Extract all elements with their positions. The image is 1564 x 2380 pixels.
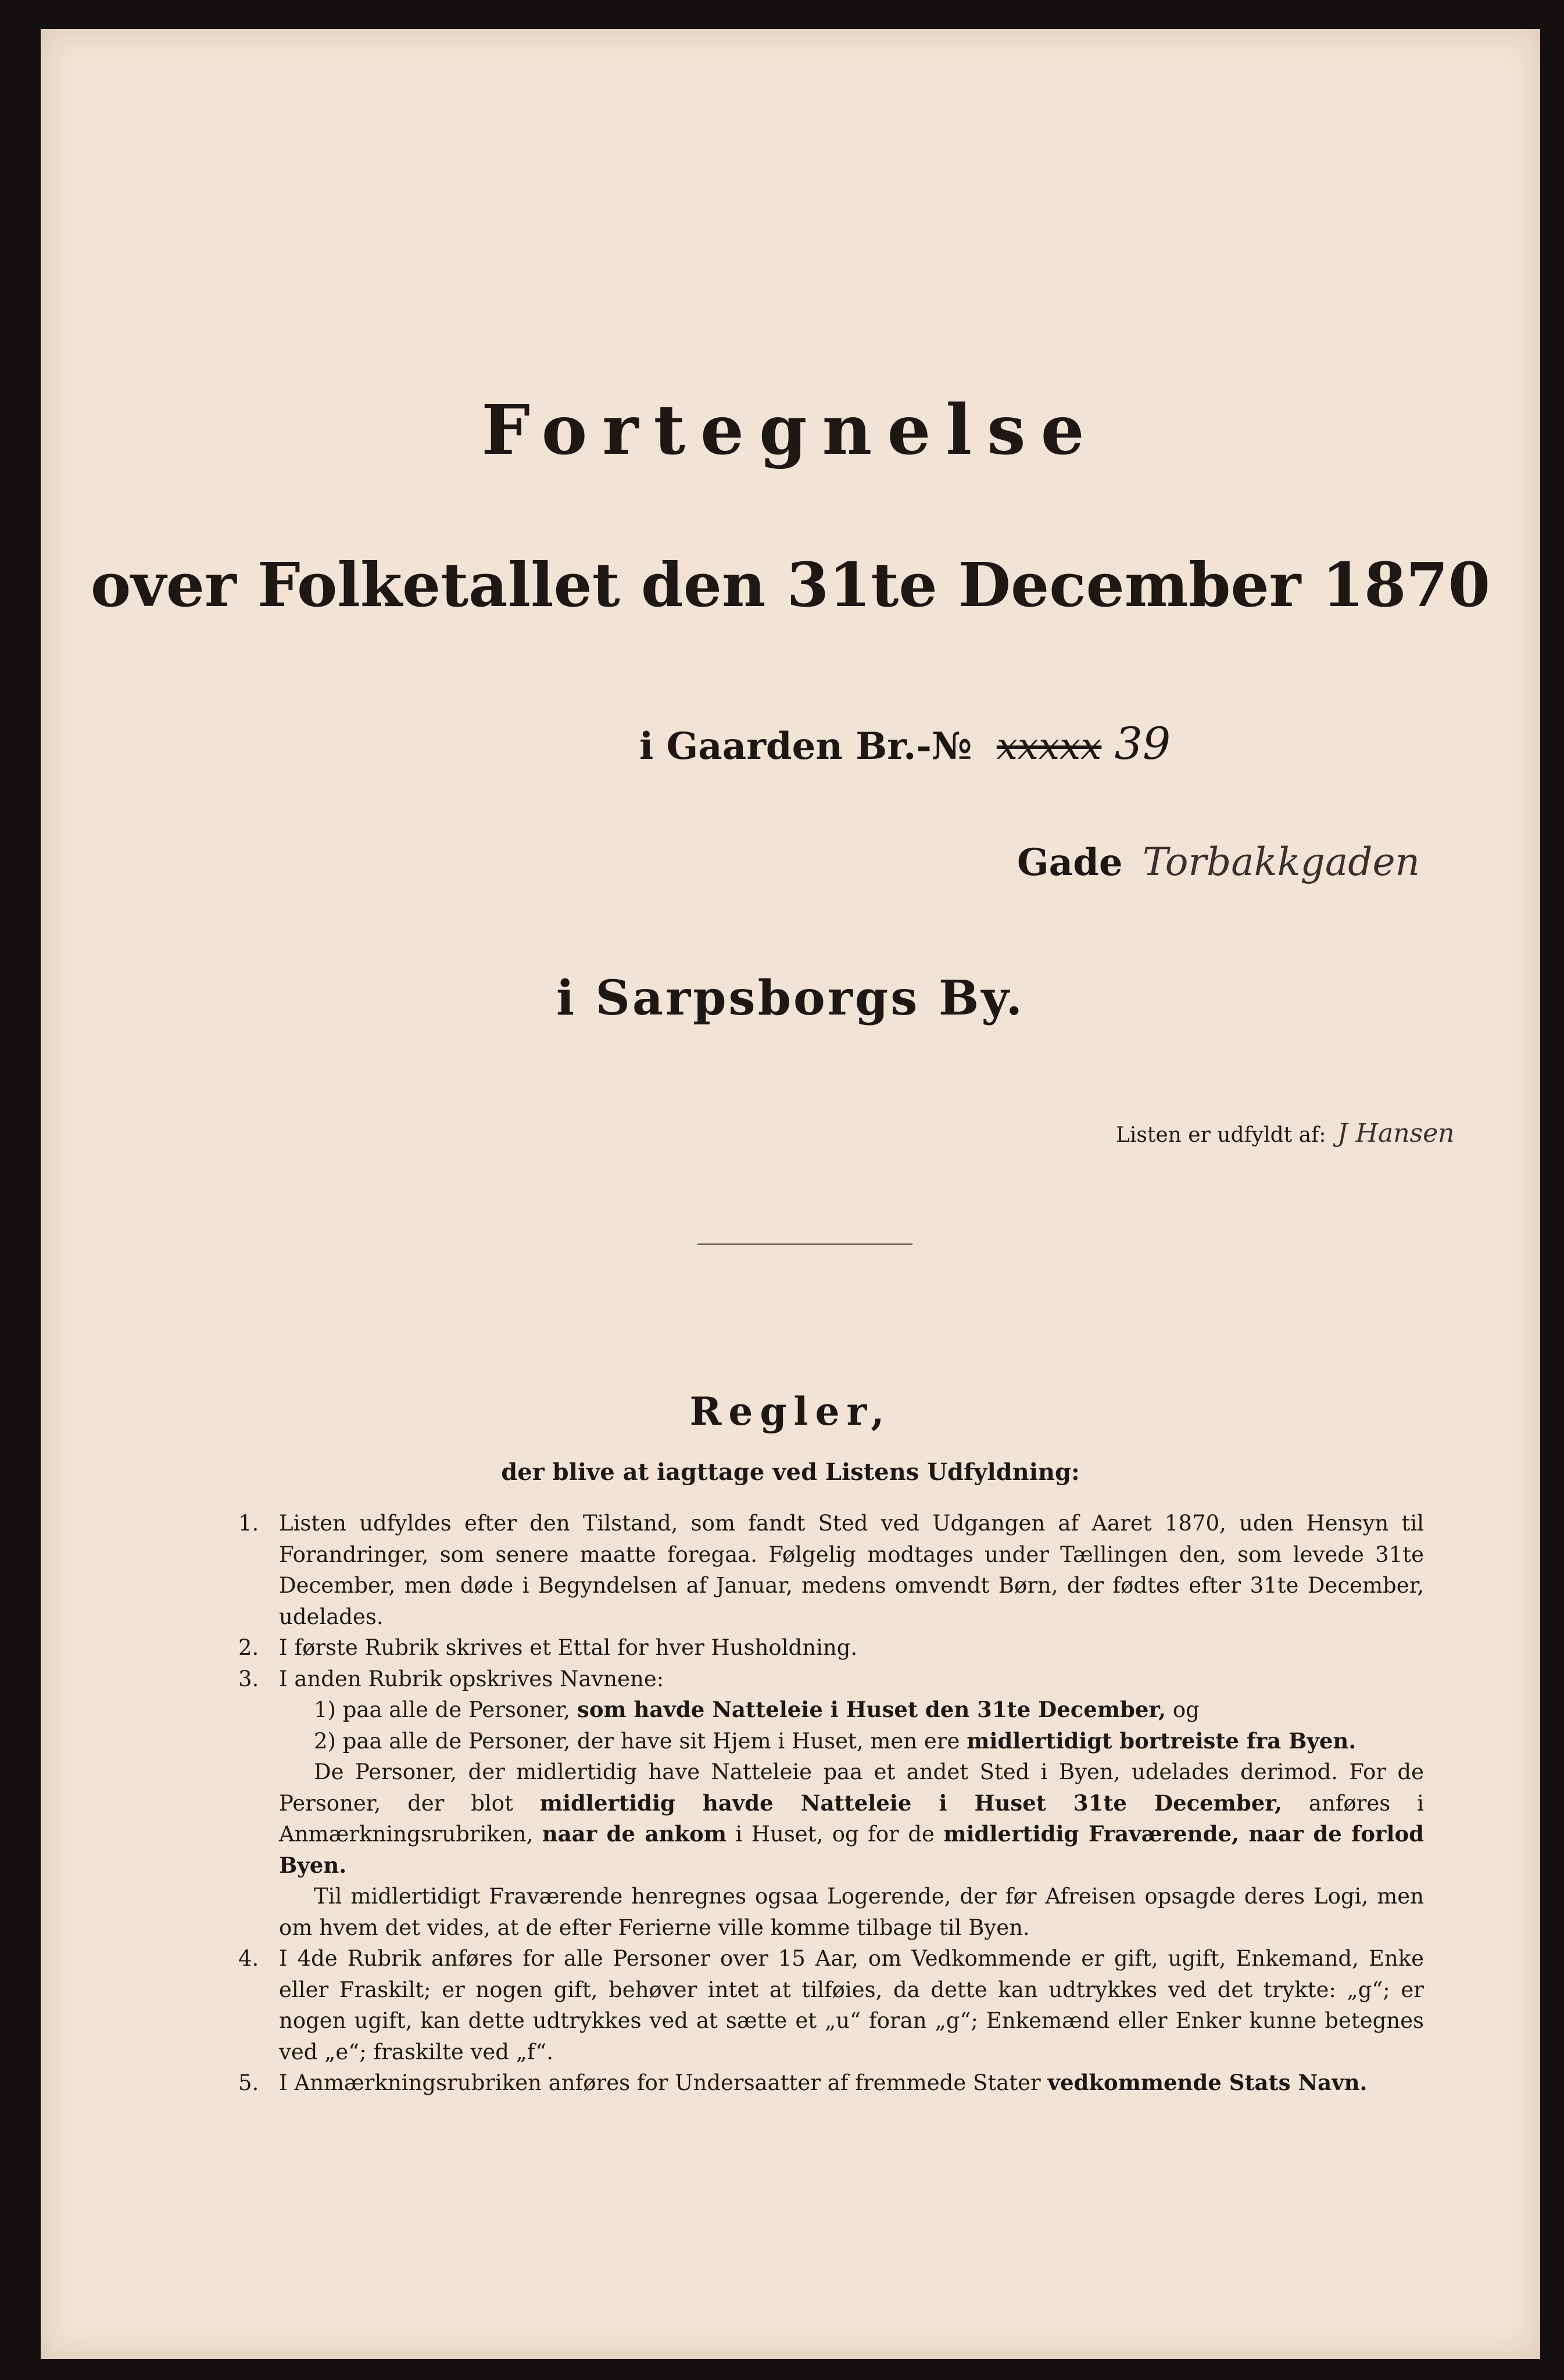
census-form-page xyxy=(41,29,1540,2359)
gaard-handwritten-number: 39 xyxy=(1114,718,1171,769)
rule-text: I Anmærkningsrubriken anføres for Undersaatter af fremmede Stater xyxy=(279,2070,1041,2095)
gade-label: Gade xyxy=(1017,841,1123,884)
rule-subitem xyxy=(238,1726,1424,1757)
rule-subitem xyxy=(238,1694,1424,1726)
rule-paragraph-text: De Personer, der midlertidig have Natteleie paa et andet Sted i Byen, udelades derimod. For de Personer, der blot xyxy=(279,1759,1424,1816)
gaard-label: i Gaarden Br.-№ xyxy=(639,725,972,768)
rule-paragraph xyxy=(238,1881,1424,1943)
form-subtitle: over Folketallet den 31te December 1870 xyxy=(90,549,1491,621)
gaard-number-line xyxy=(639,718,1171,769)
rule-subitem-text: og xyxy=(1172,1697,1200,1722)
rule-subitem-emphasis: som havde Natteleie i Huset den 31te December, xyxy=(577,1697,1166,1722)
rule-emphasis: vedkommende Stats Navn. xyxy=(1047,2070,1368,2095)
gaard-struck-value: xxxxx xyxy=(996,725,1102,768)
rule-text: I første Rubrik skrives et Ettal for hver Husholdning. xyxy=(279,1635,858,1660)
rules-title: Regler, xyxy=(689,1389,892,1434)
rule-number: 3. xyxy=(238,1666,259,1691)
listen-label: Listen er udfyldt af: xyxy=(1116,1123,1326,1147)
rule-paragraph-emphasis: naar de ankom xyxy=(542,1821,726,1847)
rule-item xyxy=(238,1508,1424,1632)
gade-handwritten-name: Torbakkgaden xyxy=(1142,840,1420,884)
rule-subitem-text: 2) paa alle de Personer, der have sit Hjem i Huset, men ere xyxy=(314,1728,960,1754)
rule-paragraph-emphasis: midlertidig Fraværende, naar de forlod Byen. xyxy=(279,1821,1425,1878)
rule-text: I 4de Rubrik anføres for alle Personer over 15 Aar, om Vedkommende er gift, ugift, Enkemand, Enke eller Fraskilt; er nogen gift, behøver intet at tilføies, da dette kan udtrykkes ved det trykte: „g“; er nogen ugift, kan dette udtrykkes ved at sætte et „u“ foran „g“; Enkemænd eller Enker kunne betegnes ved „e“; fraskilte ved „f“. xyxy=(279,1946,1424,2064)
rule-text: Listen udfyldes efter den Tilstand, som fandt Sted ved Udgangen af Aaret 1870, uden Hensyn til Forandringer, som senere maatte foregaa. Følgelig modtages under Tællingen den, som levede 31te December, men døde i Begyndelsen af Januar, medens omvendt Børn, der fødtes efter 31te December, udelades. xyxy=(279,1511,1424,1629)
rule-paragraph-text: Til midlertidigt Fraværende henregnes ogsaa Logerende, der før Afreisen opsagde deres Logi, men om hvem det vides, at de efter Ferierne ville komme tilbage til Byen. xyxy=(279,1884,1424,1940)
rule-number: 5. xyxy=(238,2070,259,2095)
rule-number: 2. xyxy=(238,1635,259,1660)
city-heading: i Sarpsborgs By. xyxy=(556,970,1025,1026)
form-title: Fortegnelse xyxy=(481,389,1100,470)
filled-by-line xyxy=(1116,1119,1455,1148)
rule-paragraph xyxy=(238,1757,1424,1881)
rule-text: I anden Rubrik opskrives Navnene: xyxy=(279,1666,664,1691)
rule-number: 1. xyxy=(238,1511,259,1536)
rule-paragraph-emphasis: midlertidig havde Natteleie i Huset 31te December, xyxy=(539,1790,1282,1816)
rule-paragraph-text: anføres i Anmærkningsrubriken, xyxy=(279,1790,1424,1847)
listen-signature: J Hansen xyxy=(1337,1119,1455,1148)
rule-item xyxy=(238,1943,1424,2067)
rule-number: 4. xyxy=(238,1946,259,1971)
rule-paragraph-text: i Huset, og for de xyxy=(735,1822,935,1847)
rule-subitem-emphasis: midlertidigt bortreiste fra Byen. xyxy=(967,1727,1357,1754)
rule-item xyxy=(238,1664,1424,1695)
rules-subtitle: der blive at iagttage ved Listens Udfyldning: xyxy=(501,1458,1080,1486)
street-line xyxy=(1017,840,1420,884)
rule-subitem-text: 1) paa alle de Personer, xyxy=(314,1697,571,1722)
rule-item xyxy=(238,2067,1424,2099)
rule-item xyxy=(238,1632,1424,1664)
divider-line xyxy=(697,1243,912,1245)
rules-list xyxy=(238,1508,1424,2099)
